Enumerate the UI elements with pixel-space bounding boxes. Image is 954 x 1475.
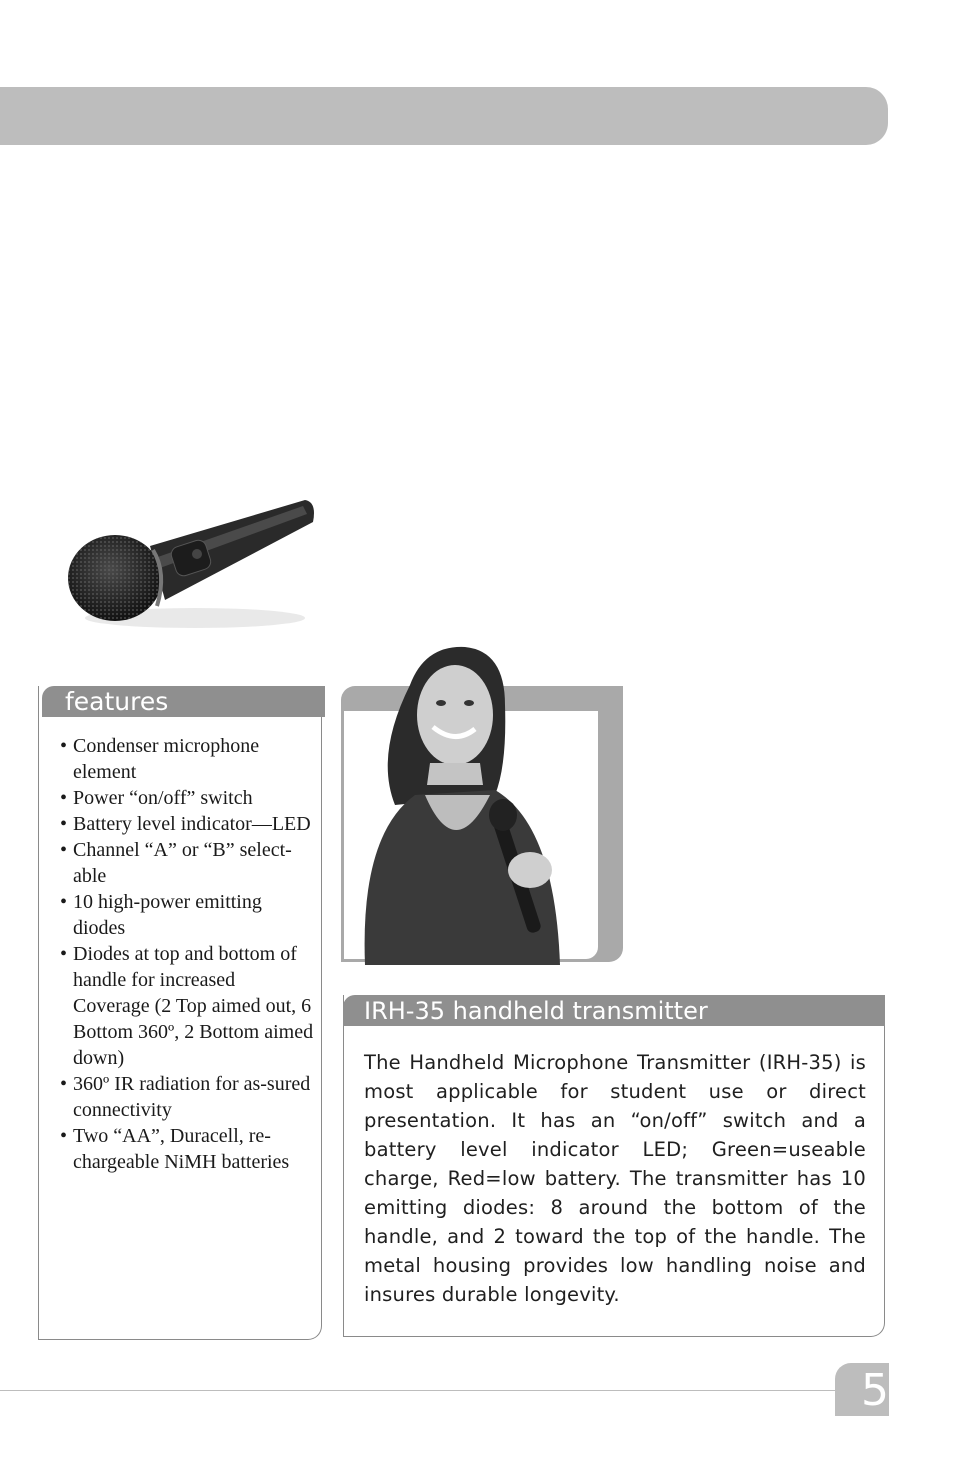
list-item: • Power “on/off” switch bbox=[60, 785, 315, 811]
features-title: features bbox=[65, 687, 169, 716]
footer-rule bbox=[0, 1390, 836, 1391]
list-item: • Channel “A” or “B” select-able bbox=[60, 837, 315, 889]
list-item: • Two “AA”, Duracell, re-chargeable NiMH batteries bbox=[60, 1123, 315, 1175]
top-header-band bbox=[0, 87, 888, 145]
page-number-tab bbox=[835, 1363, 889, 1416]
transmitter-description: The Handheld Microphone Transmitter (IRH-35) is most applicable for student use or direct presentation. It has an “on/off” switch and a battery level indicator LED; Green=useable charge, Red=low battery. The transmitter has 10 emitting diodes: 8 around the bottom of the handle, and 2 toward the top of the handle. The metal housing provides low handling noise and insures durable longevity. bbox=[364, 1051, 866, 1306]
transmitter-title: IRH-35 handheld transmitter bbox=[364, 997, 708, 1025]
woman-with-microphone-photo bbox=[355, 645, 585, 965]
microphone-photo bbox=[55, 488, 320, 633]
list-item: • Condenser microphone element bbox=[60, 733, 315, 785]
list-item: • 360º IR radiation for as-sured connectivity bbox=[60, 1071, 315, 1123]
page-number: 5 bbox=[861, 1365, 889, 1416]
features-list bbox=[60, 733, 315, 1175]
list-item: • Battery level indicator—LED bbox=[60, 811, 315, 837]
list-item: • 10 high-power emitting diodes bbox=[60, 889, 315, 941]
list-item: • Diodes at top and bottom of handle for increased Coverage (2 Top aimed out, 6 Bottom 360º, 2 Bottom aimed down) bbox=[60, 941, 315, 1071]
